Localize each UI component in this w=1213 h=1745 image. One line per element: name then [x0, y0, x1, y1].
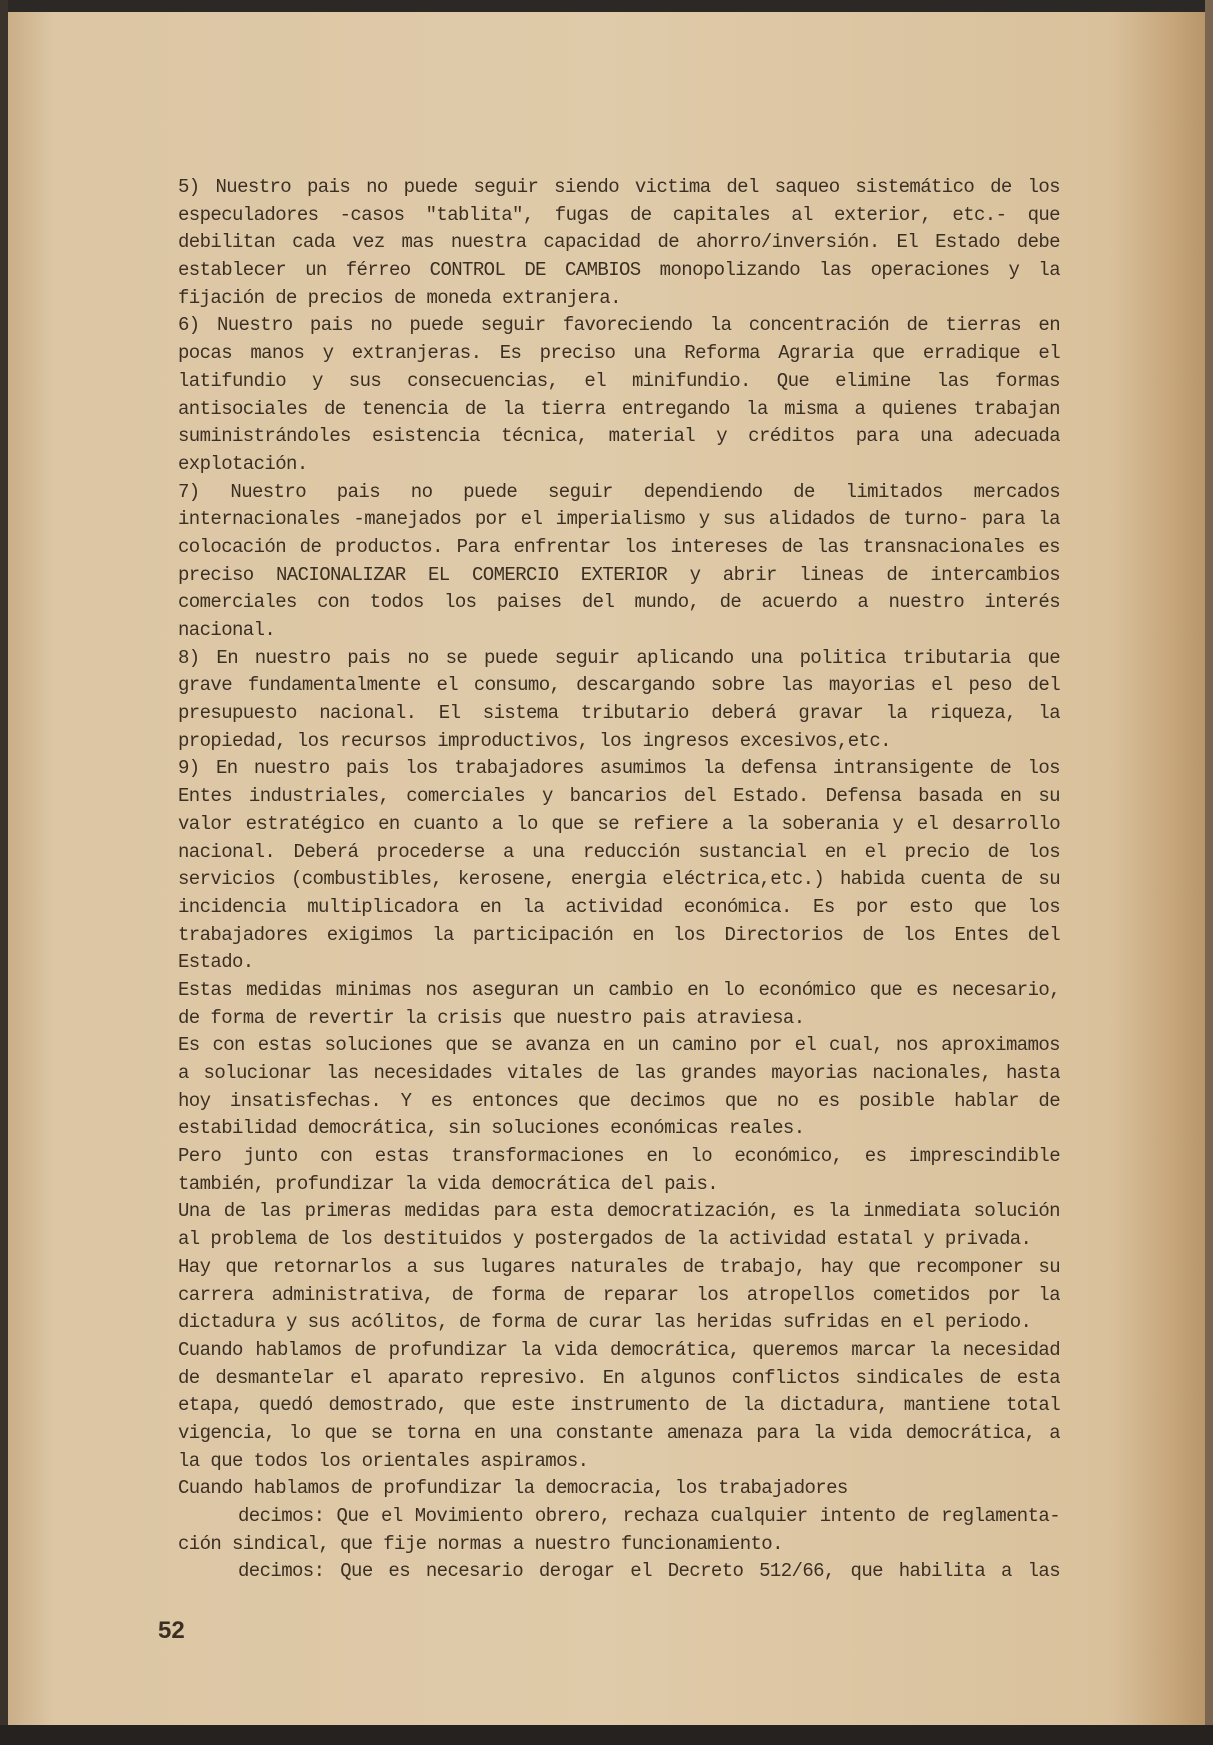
text-line: vigencia, lo que se torna en una constante amenaza para la vida democrática, a [178, 1421, 1060, 1444]
text-line: de forma de revertir la crisis que nuestro pais atraviesa. [178, 1006, 805, 1029]
text-line: valor estratégico en cuanto a lo que se refiere a la soberania y el desarrollo [178, 812, 1060, 835]
paragraph [178, 479, 1060, 645]
paragraph [178, 1503, 1060, 1558]
text-line: pocas manos y extranjeras. Es preciso una Reforma Agraria que erradique el [178, 342, 1060, 365]
text-line: suministrándoles esistencia técnica, material y créditos para una adecuada [178, 425, 1060, 448]
text-line: ción sindical, que fije normas a nuestro funcionamiento. [178, 1532, 783, 1555]
text-line: Una de las primeras medidas para esta democratización, es la inmediata solución [178, 1200, 1060, 1223]
paragraph [178, 977, 1060, 1032]
text-line: Es con estas soluciones que se avanza en un camino por el cual, nos aproximamos [178, 1034, 1060, 1057]
paragraph [178, 1198, 1060, 1253]
text-line: decimos: Que es necesario derogar el Decreto 512/66, que habilita a las [238, 1560, 1060, 1583]
text-line: Cuando hablamos de profundizar la vida democrática, queremos marcar la necesidad [178, 1338, 1060, 1361]
scan-top-border [0, 0, 1213, 12]
text-line: dictadura y sus acólitos, de forma de curar las heridas sufridas en el periodo. [178, 1311, 1032, 1334]
paragraph [178, 1558, 1060, 1586]
text-line: latifundio y sus consecuencias, el minifundio. Que elimine las formas [178, 369, 1060, 392]
paragraph [178, 645, 1060, 756]
text-line: debilitan cada vez mas nuestra capacidad de ahorro/inversión. El Estado debe [178, 231, 1060, 254]
text-line: antisociales de tenencia de la tierra entregando la misma a quienes trabajan [178, 397, 1060, 420]
scan-bottom-border [0, 1725, 1213, 1745]
scan-right-border [1205, 0, 1213, 1745]
text-line: decimos: Que el Movimiento obrero, rechaza cualquier intento de reglamenta- [238, 1505, 1060, 1527]
text-line: especuladores -casos "tablita", fugas de capitales al exterior, etc.- que [178, 203, 1060, 226]
text-line: trabajadores exigimos la participación en los Directorios de los Entes del [178, 923, 1060, 946]
text-line: preciso NACIONALIZAR EL COMERCIO EXTERIOR y abrir lineas de intercambios [178, 563, 1060, 586]
paragraph [178, 174, 1060, 312]
text-line: 5) Nuestro pais no puede seguir siendo victima del saqueo sistemático de los [178, 176, 1060, 198]
text-line: Estas medidas minimas nos aseguran un cambio en lo económico que es necesario, [178, 978, 1060, 1001]
text-line: carrera administrativa, de forma de reparar los atropellos cometidos por la [178, 1283, 1060, 1306]
text-line: servicios (combustibles, kerosene, energia eléctrica,etc.) habida cuenta de su [178, 868, 1060, 891]
text-line: establecer un férreo CONTROL DE CAMBIOS monopolizando las operaciones y la [178, 259, 1060, 282]
text-line: de desmantelar el aparato represivo. En algunos conflictos sindicales de esta [178, 1366, 1060, 1389]
text-line: propiedad, los recursos improductivos, los ingresos excesivos,etc. [178, 729, 891, 752]
text-line: al problema de los destituidos y postergados de la actividad estatal y privada. [178, 1228, 1032, 1251]
text-line: internacionales -manejados por el imperialismo y sus alidados de turno- para la [178, 508, 1060, 531]
text-line: colocación de productos. Para enfrentar los intereses de las transnacionales es [178, 535, 1060, 558]
text-line: Hay que retornarlos a sus lugares naturales de trabajo, hay que recomponer su [178, 1255, 1060, 1278]
text-line: 7) Nuestro pais no puede seguir dependiendo de limitados mercados [178, 480, 1060, 503]
text-line: grave fundamentalmente el consumo, descargando sobre las mayorias el peso del [178, 674, 1060, 697]
text-line: a solucionar las necesidades vitales de las grandes mayorias nacionales, hasta [178, 1062, 1060, 1084]
text-line: Pero junto con estas transformaciones en lo económico, es imprescindible [178, 1145, 1060, 1168]
paragraph [178, 1254, 1060, 1337]
text-line: comerciales con todos los paises del mundo, de acuerdo a nuestro interés [178, 591, 1060, 614]
body-text [178, 174, 1060, 1586]
text-line: explotación. [178, 452, 308, 475]
text-line: nacional. Deberá procederse a una reducción sustancial en el precio de los [178, 840, 1060, 863]
text-line: hoy insatisfechas. Y es entonces que decimos que no es posible hablar de [178, 1089, 1060, 1112]
text-line: 9) En nuestro pais los trabajadores asumimos la defensa intransigente de los [178, 757, 1060, 780]
scan-left-border [0, 0, 8, 1745]
paragraph [178, 312, 1060, 478]
text-line: estabilidad democrática, sin soluciones económicas reales. [178, 1117, 805, 1140]
paragraph [178, 1143, 1060, 1198]
paragraph [178, 1475, 1060, 1503]
text-line: también, profundizar la vida democrática del pais. [178, 1172, 719, 1195]
text-line: la que todos los orientales aspiramos. [178, 1449, 589, 1472]
text-line: Cuando hablamos de profundizar la democracia, los trabajadores [178, 1477, 848, 1500]
text-line: fijación de precios de moneda extranjera. [178, 286, 621, 309]
text-line: Estado. [178, 951, 254, 974]
text-line: 6) Nuestro pais no puede seguir favoreciendo la concentración de tierras en [178, 314, 1060, 337]
paragraph [178, 755, 1060, 977]
paragraph [178, 1337, 1060, 1475]
text-line: 8) En nuestro pais no se puede seguir aplicando una politica tributaria que [178, 646, 1060, 669]
text-line: Entes industriales, comerciales y bancarios del Estado. Defensa basada en su [178, 785, 1060, 808]
text-line: incidencia multiplicadora en la actividad económica. Es por esto que los [178, 895, 1060, 918]
paragraph [178, 1032, 1060, 1143]
text-line: presupuesto nacional. El sistema tributario deberá gravar la riqueza, la [178, 702, 1060, 725]
text-line: nacional. [178, 619, 276, 641]
text-line: etapa, quedó demostrado, que este instrumento de la dictadura, mantiene total [178, 1394, 1060, 1417]
page-number: 52 [158, 1617, 185, 1644]
